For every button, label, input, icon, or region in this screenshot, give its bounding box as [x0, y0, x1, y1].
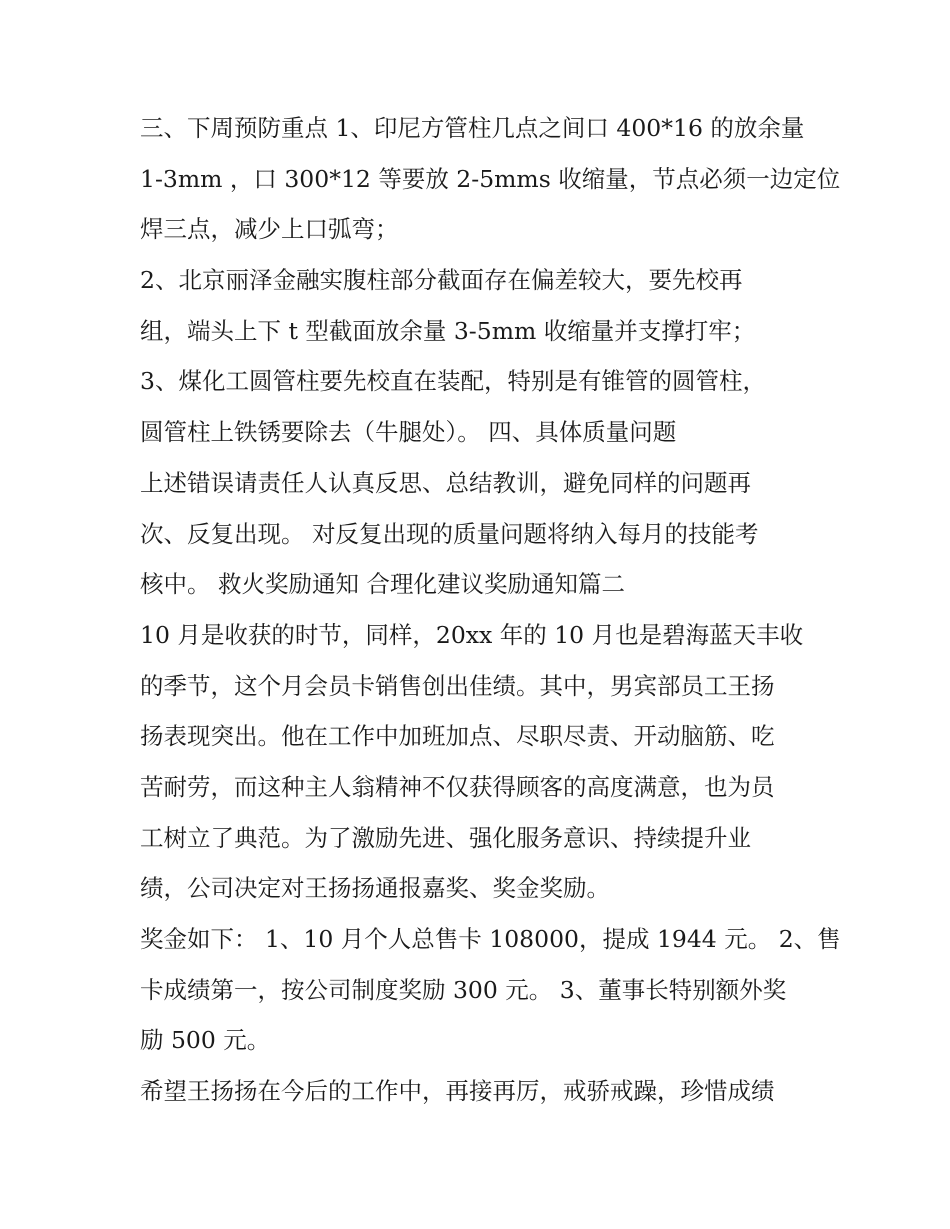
text-line: 上述错误请责任人认真反思、总结教训，避免同样的问题再 — [140, 468, 751, 497]
text-line: 的季节，这个月会员卡销售创出佳绩。其中，男宾部员工王扬 — [140, 671, 775, 700]
text-line: 次、反复出现。 对反复出现的质量问题将纳入每月的技能考 — [140, 519, 759, 548]
text-line: 圆管柱上铁锈要除去（牛腿处）。 四、具体质量问题 — [140, 418, 677, 447]
text-line: 扬表现突出。他在工作中加班加点、尽职尽责、开动脑筋、吃 — [140, 722, 775, 751]
text-line: 卡成绩第一，按公司制度奖励 300 元。 3、董事长特别额外奖 — [140, 975, 787, 1004]
text-line: 希望王扬扬在今后的工作中，再接再厉，戒骄戒躁，珍惜成绩 — [140, 1077, 775, 1106]
text-line: 1-3mm ，口 300*12 等要放 2-5mms 收缩量，节点必须一边定位 — [140, 164, 841, 193]
text-line: 核中。 救火奖励通知 合理化建议奖励通知篇二 — [140, 570, 625, 599]
document-body — [140, 103, 841, 1117]
text-line: 三、下周预防重点 1、印尼方管柱几点之间口 400*16 的放余量 — [140, 114, 805, 142]
text-line: 绩，公司决定对王扬扬通报嘉奖、奖金奖励。 — [140, 874, 610, 903]
text-line: 3、煤化工圆管柱要先校直在装配，特别是有锥管的圆管柱， — [140, 367, 766, 396]
text-line: 组，端头上下 t 型截面放余量 3-5mm 收缩量并支撑打牢； — [140, 316, 756, 345]
text-line: 工树立了典范。为了激励先进、强化服务意识、持续提升业 — [140, 823, 751, 852]
text-line: 10 月是收获的时节，同样，20xx 年的 10 月也是碧海蓝天丰收 — [140, 620, 804, 649]
text-line: 苦耐劳，而这种主人翁精神不仅获得顾客的高度满意，也为员 — [140, 772, 775, 801]
text-line: 奖金如下： 1、10 月个人总售卡 108000，提成 1944 元。 2、售 — [140, 925, 841, 953]
text-line: 焊三点，减少上口弧弯； — [140, 215, 399, 244]
text-line: 励 500 元。 — [140, 1026, 271, 1055]
text-line: 2、北京丽泽金融实腹柱部分截面存在偏差较大，要先校再 — [140, 266, 743, 295]
